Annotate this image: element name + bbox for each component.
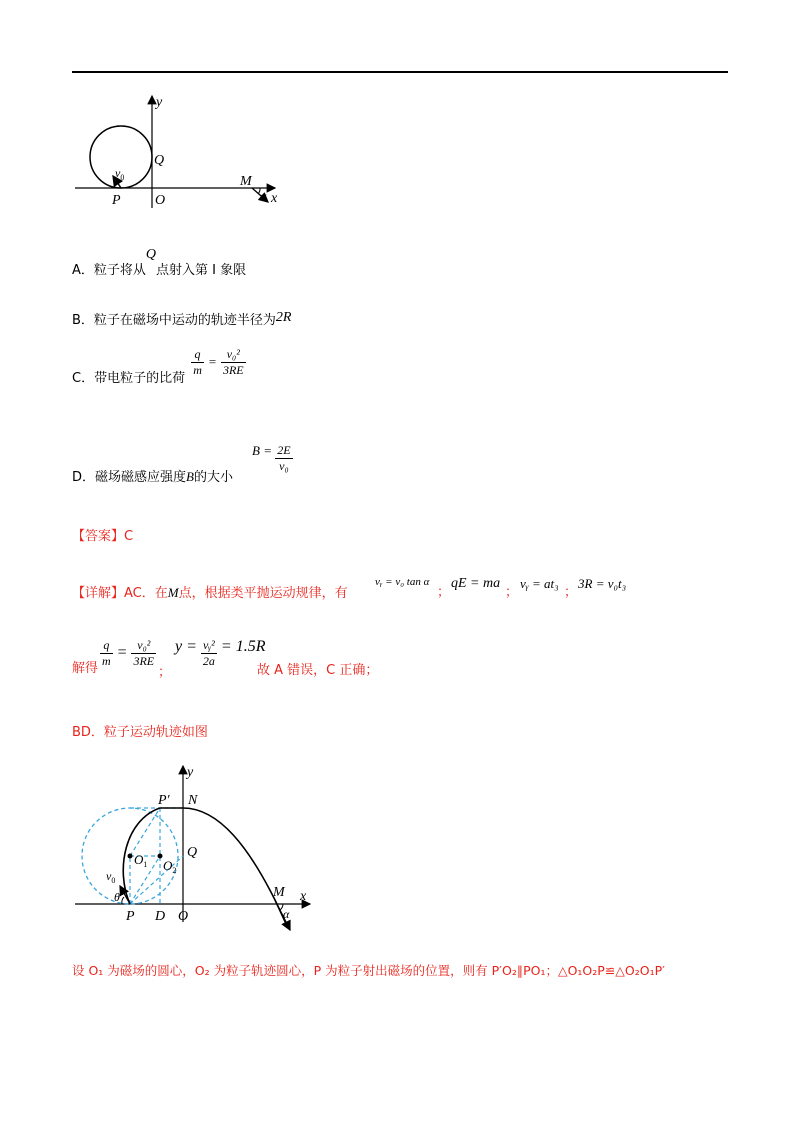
detail-res-lhs: $\frac{q}{m}$	[102, 638, 111, 668]
label-D: D	[155, 909, 166, 924]
label-O2: $O_2$	[163, 858, 177, 875]
option-d-b: B	[186, 469, 194, 484]
option-c-rhs-fraction: $\frac{\text{v₀²}}{3RE}$	[222, 347, 244, 377]
label-y: y	[156, 95, 163, 110]
option-d-lhs: B =	[252, 443, 272, 459]
label-M: M	[240, 174, 252, 189]
detail-sep4: ；	[158, 665, 172, 680]
label-Q: Q	[154, 153, 165, 168]
detail-sep2: ；	[505, 585, 519, 600]
label-theta: θ	[114, 890, 120, 904]
option-c-equals: =	[208, 354, 217, 369]
detail-result	[100, 638, 156, 669]
option-d-fraction: $\frac{2E}{\text{v₀}}$	[277, 443, 291, 473]
figure-2-diagram	[70, 760, 320, 935]
option-b-math: 2R	[275, 310, 292, 325]
detail-eq2: qE = ma	[451, 576, 501, 591]
figure-1-diagram	[70, 90, 290, 215]
detail-eq5: y = $\frac{\text{vᵧ²}}{2a}$ = 1.5R	[175, 638, 266, 668]
option-a	[72, 247, 247, 280]
label-N: N	[188, 793, 198, 808]
option-c-prefix: C．带电粒子的比荷	[72, 371, 186, 386]
label-P-prime: P′	[158, 793, 170, 808]
detail-label: 【详解】AC．在	[72, 586, 168, 601]
label-O: O	[178, 909, 189, 924]
label-v0: $v_0$	[106, 869, 116, 885]
detail-eq4: 3R = v₀t₃	[578, 576, 627, 591]
label-x: x	[300, 889, 307, 904]
label-alpha: α	[283, 907, 290, 921]
detail-sep1: ；	[437, 585, 451, 600]
option-b	[72, 312, 291, 330]
top-rule	[72, 71, 728, 73]
detail-eq1: vᵧ = v₀ tan α	[375, 576, 430, 588]
label-P: P	[112, 193, 121, 208]
point-O1	[128, 854, 133, 859]
detail-m: M	[167, 585, 179, 600]
label-y: y	[187, 765, 194, 780]
option-a-suffix: 点射入第 I 象限	[156, 263, 247, 278]
detail-sep3: ；	[564, 585, 578, 600]
label-alpha: α	[260, 189, 267, 203]
label-Q: Q	[187, 845, 198, 860]
last-line: 设 O₁ 为磁场的圆心，O₂ 为粒子轨迹圆心，P 为粒子射出磁场的位置，则有 P′O₂∥PO₁；△O₁O₂P≌△O₂O₁P′	[72, 963, 665, 978]
label-O1: $O_1$	[134, 852, 148, 869]
option-a-q: Q	[145, 247, 157, 262]
option-c-lhs-fraction: $\frac{q}{m}$	[193, 347, 202, 377]
detail-conclusion: 故 A 错误，C 正确；	[257, 663, 379, 678]
detail-line-1	[72, 584, 348, 603]
option-d-prefix: D．磁场磁感应强度	[72, 470, 187, 485]
answer-line: 【答案】C	[72, 529, 134, 544]
label-x: x	[271, 191, 278, 206]
detail-solve: 解得	[72, 661, 99, 676]
bd-line: BD．粒子运动轨迹如图	[72, 725, 208, 740]
option-d-suffix: 的大小	[193, 470, 233, 485]
detail-res-eq: =	[116, 644, 128, 662]
label-M: M	[273, 885, 285, 900]
detail-res-rhs: $\frac{\text{v₀²}}{3RE}$	[133, 638, 155, 668]
option-c	[72, 347, 246, 403]
point-O2	[158, 854, 163, 859]
detail-eq3: vᵧ = at₃	[520, 576, 559, 591]
particle-trajectory	[123, 808, 288, 928]
option-b-prefix: B．粒子在磁场中运动的轨迹半径为	[72, 313, 276, 328]
detail-text1: 点，根据类平抛运动规律，有	[178, 586, 348, 601]
label-P: P	[126, 909, 135, 924]
label-O: O	[155, 193, 166, 208]
label-v0: $v_0$	[115, 166, 125, 182]
option-a-prefix: A．粒子将从	[72, 263, 146, 278]
